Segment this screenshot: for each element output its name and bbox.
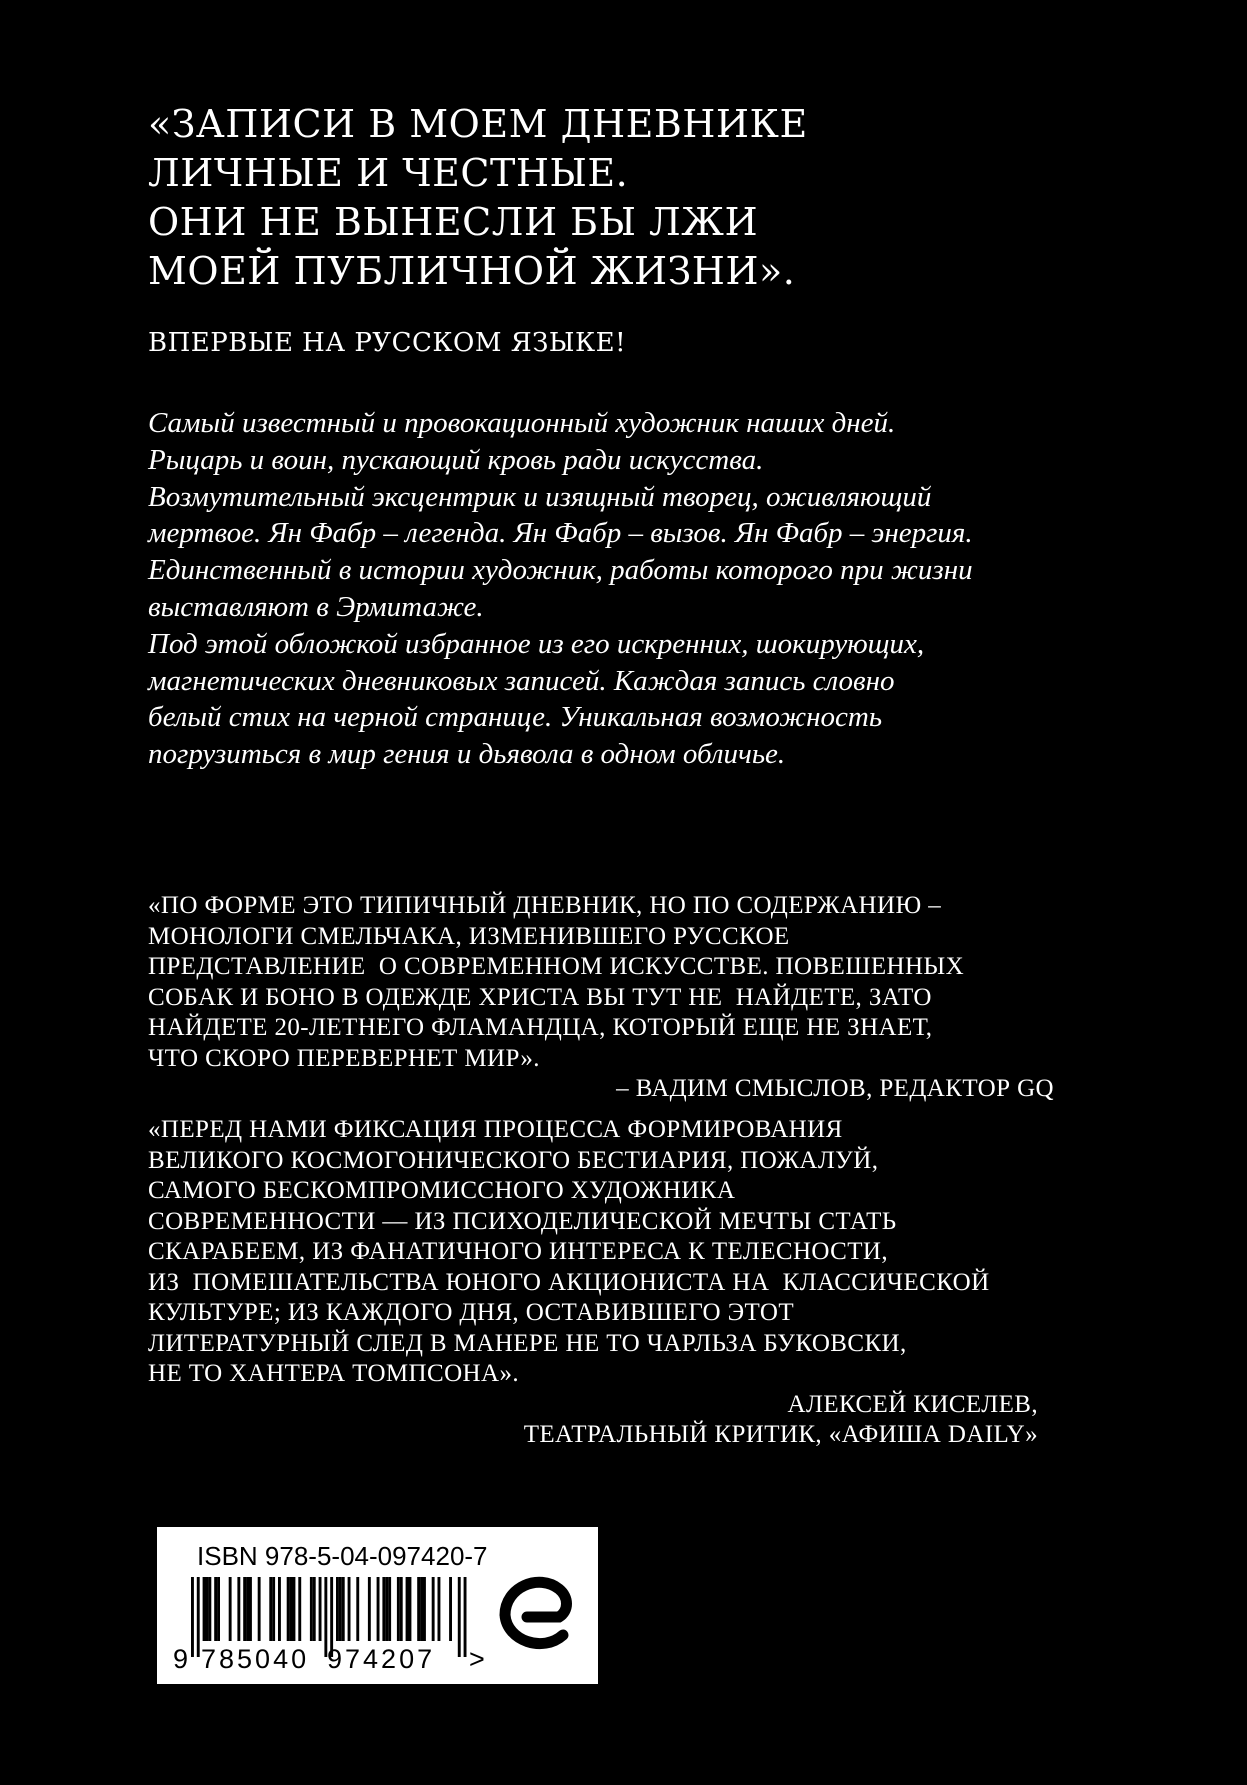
barcode-bar: [197, 1577, 200, 1657]
first-time-in-russian-heading: ВПЕРВЫЕ НА РУССКОМ ЯЗЫКЕ!: [148, 328, 627, 358]
barcode-bar: [229, 1577, 232, 1641]
barcode-bar: [269, 1577, 272, 1641]
barcode-bar: [458, 1577, 461, 1657]
barcode-bar: [249, 1577, 252, 1641]
review-attribution: ТЕАТРАЛЬНЫЙ КРИТИК, «АФИША DAILY»: [523, 1421, 1038, 1448]
barcode-bar: [217, 1577, 220, 1641]
review-line: ЛИТЕРАТУРНЫЙ СЛЕД В МАНЕРЕ НЕ ТО ЧАРЛЬЗА БУКОВСКИ,: [148, 1329, 907, 1357]
barcode-bar: [290, 1577, 293, 1641]
review-line: НАЙДЕТЕ 20-ЛЕТНЕГО ФЛАМАНДЦА, КОТОРЫЙ ЕЩЕ НЕ ЗНАЕТ,: [148, 1014, 933, 1041]
description-line: Возмутительный эксцентрик и изящный творец, оживляющий: [148, 480, 932, 513]
barcode-bar: [278, 1577, 281, 1641]
ean-arrow: >: [469, 1644, 485, 1674]
barcode-bar: [313, 1577, 316, 1641]
description-line: Единственный в истории художник, работы которого при жизни: [148, 554, 973, 587]
barcode-bar: [243, 1577, 246, 1641]
description-line: погрузиться в мир гения и дьявола в одном обличье.: [148, 738, 786, 771]
review-line: САМОГО БЕСКОМПРОМИССНОГО ХУДОЖНИКА: [148, 1177, 736, 1204]
description-line: выставляют в Эрмитаже.: [148, 590, 484, 623]
barcode-bar: [319, 1577, 322, 1641]
headline-quote: [148, 100, 808, 296]
barcode-bar: [272, 1577, 275, 1641]
barcode-bar: [409, 1577, 412, 1641]
barcode-bar: [203, 1577, 206, 1641]
barcode-bar: [208, 1577, 211, 1641]
barcode-bar: [449, 1577, 452, 1641]
barcode-bar: [336, 1577, 339, 1641]
description-line: Рыцарь и воин, пускающий кровь ради искусства.: [148, 443, 764, 476]
barcode-bar: [339, 1577, 342, 1641]
review-line: «ПО ФОРМЕ ЭТО ТИПИЧНЫЙ ДНЕВНИК, НО ПО СОДЕРЖАНИЮ –: [148, 892, 942, 919]
review-attribution: – ВАДИМ СМЫСЛОВ, РЕДАКТОР GQ: [616, 1075, 1054, 1102]
review-line: НЕ ТО ХАНТЕРА ТОМПСОНА».: [148, 1360, 520, 1387]
barcode-bar: [432, 1577, 435, 1641]
barcode-bar: [368, 1577, 371, 1641]
review-kiselev: [148, 1115, 1038, 1451]
barcode-bar: [214, 1577, 217, 1641]
review-smyslov: [148, 891, 1054, 1105]
barcode-bar: [423, 1577, 426, 1641]
headline-line: МОЕЙ ПУБЛИЧНОЙ ЖИЗНИ».: [148, 249, 796, 293]
barcode-bar: [237, 1577, 240, 1641]
review-line: ИЗ ПОМЕШАТЕЛЬСТВА ЮНОГО АКЦИОНИСТА НА КЛАССИЧЕСКОЙ: [148, 1268, 990, 1296]
headline-line: ЛИЧНЫЕ И ЧЕСТНЫЕ.: [148, 151, 629, 195]
barcode-bar: [377, 1577, 380, 1641]
review-line: СОБАК И БОНО В ОДЕЖДЕ ХРИСТА ВЫ ТУТ НЕ НАЙДЕТЕ, ЗАТО: [148, 983, 932, 1011]
barcode-bar: [246, 1577, 249, 1641]
barcode-bar: [400, 1577, 403, 1641]
barcode-bar: [406, 1577, 409, 1641]
barcode-bar: [382, 1577, 385, 1641]
ean-first-digit: 9: [173, 1644, 189, 1674]
review-line: «ПЕРЕД НАМИ ФИКСАЦИЯ ПРОЦЕССА ФОРМИРОВАНИЯ: [148, 1116, 843, 1143]
barcode-bar: [417, 1577, 420, 1641]
barcode-bar: [298, 1577, 301, 1641]
description-line: Под этой обложкой избранное из его искренних, шокирующих,: [148, 627, 925, 660]
book-description: [148, 405, 973, 773]
headline-line: «ЗАПИСИ В МОЕМ ДНЕВНИКЕ: [148, 102, 808, 146]
barcode-bar: [310, 1577, 313, 1641]
description-line: белый стих на черной странице. Уникальная возможность: [148, 701, 883, 734]
isbn-label: ISBN 978-5-04-097420-7: [197, 1541, 488, 1571]
barcode-bar: [287, 1577, 290, 1641]
barcode-bar: [356, 1577, 359, 1641]
review-line: МОНОЛОГИ СМЕЛЬЧАКА, ИЗМЕНИВШЕГО РУССКОЕ: [148, 922, 790, 950]
barcode-bar: [388, 1577, 391, 1641]
barcode-bar: [420, 1577, 423, 1641]
description-line: мертвое. Ян Фабр – легенда. Ян Фабр – вызов. Ян Фабр – энергия.: [148, 517, 973, 550]
barcode-bar: [258, 1577, 261, 1641]
headline-line: ОНИ НЕ ВЫНЕСЛИ БЫ ЛЖИ: [148, 200, 759, 244]
review-line: КУЛЬТУРЕ; ИЗ КАЖДОГО ДНЯ, ОСТАВИВШЕГО ЭТОТ: [148, 1299, 795, 1326]
barcode-bar: [293, 1577, 296, 1641]
barcode-bar: [206, 1577, 209, 1641]
review-attribution: АЛЕКСЕЙ КИСЕЛЕВ,: [787, 1390, 1038, 1418]
barcode-bar: [191, 1577, 194, 1657]
description-line: Самый известный и провокационный художник наших дней.: [148, 407, 896, 439]
review-line: ВЕЛИКОГО КОСМОГОНИЧЕСКОГО БЕСТИАРИЯ, ПОЖАЛУЙ,: [148, 1146, 879, 1174]
barcode-bar: [397, 1577, 400, 1641]
eksmo-logo-icon: [497, 1567, 573, 1657]
review-line: ЧТО СКОРО ПЕРЕВЕРНЕТ МИР».: [148, 1044, 540, 1072]
ean-left-group: 785040: [201, 1644, 310, 1674]
barcode-bar: [464, 1577, 467, 1657]
review-line: СОВРЕМЕННОСТИ — ИЗ ПСИХОДЕЛИЧЕСКОЙ МЕЧТЫ СТАТЬ: [148, 1207, 897, 1235]
ean-right-group: 974207: [327, 1644, 436, 1674]
review-line: СКАРАБЕЕМ, ИЗ ФАНАТИЧНОГО ИНТЕРЕСА К ТЕЛЕСНОСТИ,: [148, 1238, 889, 1265]
review-line: ПРЕДСТАВЛЕНИЕ О СОВРЕМЕННОМ ИСКУССТВЕ. ПОВЕШЕННЫХ: [148, 953, 965, 980]
description-line: магнетических дневниковых записей. Каждая запись словно: [148, 664, 895, 697]
barcode-panel: [157, 1527, 598, 1684]
barcode-bar: [438, 1577, 441, 1641]
barcode-bar: [385, 1577, 388, 1641]
barcode-bar: [342, 1577, 345, 1641]
barcode-bar: [348, 1577, 351, 1641]
